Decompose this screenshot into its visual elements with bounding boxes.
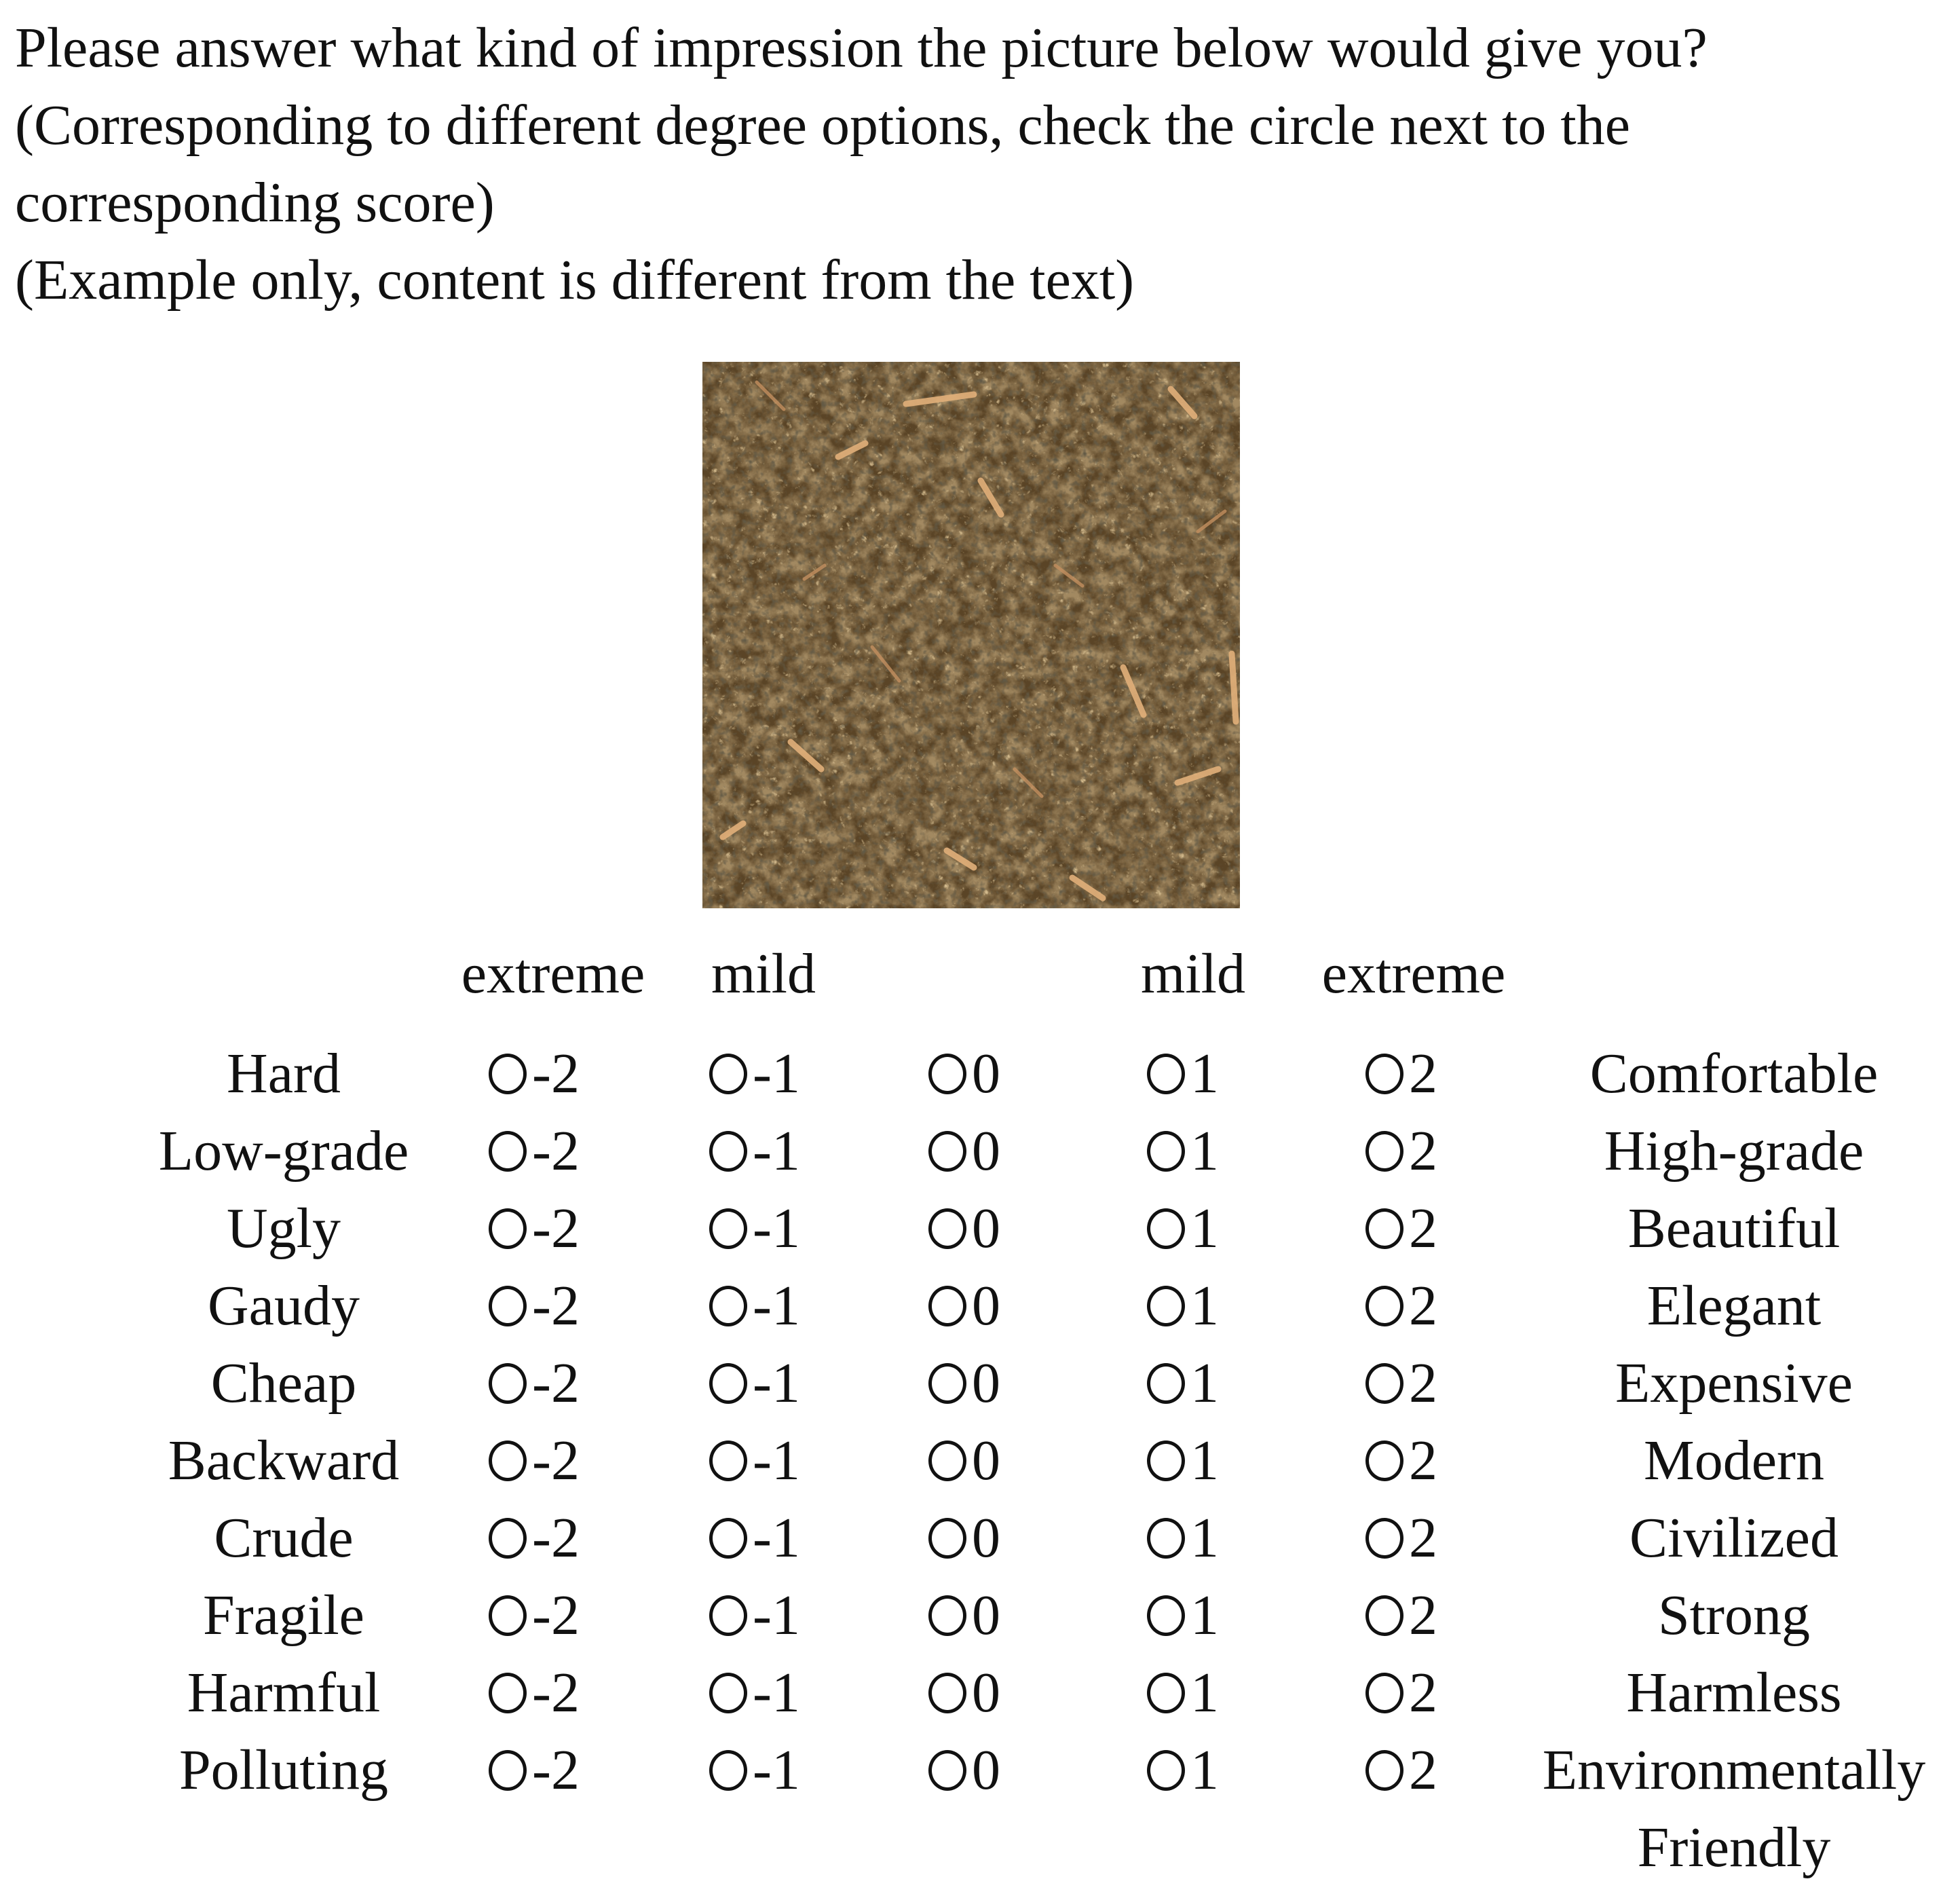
- score-label: -1: [753, 1274, 800, 1337]
- radio-circle[interactable]: [1147, 1054, 1185, 1094]
- score-label: 0: [972, 1352, 1000, 1415]
- radio-circle[interactable]: [928, 1131, 966, 1172]
- row-right-label: Beautiful: [1627, 1197, 1841, 1260]
- radio-circle[interactable]: [1147, 1595, 1185, 1636]
- row-left-label: Polluting: [178, 1739, 389, 1802]
- score-label: 1: [1190, 1584, 1219, 1647]
- row-left-label: Fragile: [203, 1584, 364, 1647]
- radio-option[interactable]: [1365, 1040, 1437, 1108]
- radio-option[interactable]: [1147, 1117, 1219, 1185]
- radio-option[interactable]: [1365, 1272, 1437, 1340]
- score-label: 2: [1409, 1352, 1437, 1415]
- radio-option[interactable]: [709, 1659, 800, 1727]
- radio-option[interactable]: [709, 1504, 800, 1572]
- score-label: -2: [532, 1197, 580, 1260]
- radio-option[interactable]: [928, 1272, 1000, 1340]
- radio-option[interactable]: [709, 1582, 800, 1650]
- score-label: 1: [1190, 1429, 1219, 1492]
- radio-circle[interactable]: [1147, 1208, 1185, 1249]
- radio-circle[interactable]: [489, 1208, 527, 1249]
- score-label: 2: [1409, 1661, 1437, 1724]
- radio-circle[interactable]: [1365, 1131, 1403, 1172]
- score-label: -1: [753, 1661, 800, 1724]
- instruction-line-2: (Corresponding to different degree options, check the circle next to the: [15, 94, 1630, 157]
- score-label: 0: [972, 1042, 1000, 1105]
- radio-option[interactable]: [709, 1272, 800, 1340]
- score-label: -2: [532, 1429, 580, 1492]
- radio-circle[interactable]: [928, 1286, 966, 1326]
- row-left-label: Gaudy: [208, 1274, 360, 1337]
- radio-circle[interactable]: [709, 1286, 747, 1326]
- row-right-label: Civilized: [1629, 1506, 1839, 1569]
- row-right-label: Strong: [1657, 1584, 1811, 1647]
- score-label: 1: [1190, 1119, 1219, 1183]
- score-label: -1: [753, 1042, 800, 1105]
- radio-option[interactable]: [1147, 1659, 1219, 1727]
- score-label: 1: [1190, 1352, 1219, 1415]
- score-label: -2: [532, 1119, 580, 1183]
- radio-option[interactable]: [489, 1736, 580, 1804]
- row-left-label: Backward: [168, 1429, 400, 1492]
- radio-option[interactable]: [1365, 1582, 1437, 1650]
- score-label: 2: [1409, 1274, 1437, 1337]
- row-right-label-line2: Friendly: [1637, 1816, 1831, 1879]
- radio-option[interactable]: [1147, 1427, 1219, 1495]
- radio-circle[interactable]: [1365, 1363, 1403, 1404]
- radio-circle[interactable]: [1365, 1673, 1403, 1713]
- score-label: 2: [1409, 1739, 1437, 1802]
- score-label: -2: [532, 1661, 580, 1724]
- radio-option[interactable]: [928, 1117, 1000, 1185]
- score-label: 2: [1409, 1119, 1437, 1183]
- radio-option[interactable]: [928, 1504, 1000, 1572]
- radio-circle[interactable]: [928, 1363, 966, 1404]
- radio-option[interactable]: [928, 1040, 1000, 1108]
- radio-circle[interactable]: [928, 1518, 966, 1559]
- row-left-label: Low-grade: [158, 1119, 409, 1183]
- score-label: 0: [972, 1119, 1000, 1183]
- radio-option[interactable]: [1147, 1504, 1219, 1572]
- score-label: -2: [532, 1506, 580, 1569]
- score-label: -2: [532, 1042, 580, 1105]
- radio-circle[interactable]: [1147, 1440, 1185, 1481]
- radio-option[interactable]: [928, 1659, 1000, 1727]
- score-label: 1: [1190, 1042, 1219, 1105]
- radio-circle[interactable]: [1365, 1054, 1403, 1094]
- score-label: -1: [753, 1119, 800, 1183]
- row-right-label: Environmentally: [1542, 1739, 1926, 1802]
- radio-option[interactable]: [1147, 1195, 1219, 1263]
- score-label: 0: [972, 1584, 1000, 1647]
- score-label: -1: [753, 1739, 800, 1802]
- instructions: [15, 10, 1956, 319]
- radio-circle[interactable]: [928, 1595, 966, 1636]
- row-left-label: Hard: [227, 1042, 341, 1105]
- radio-circle[interactable]: [1365, 1518, 1403, 1559]
- score-label: -1: [753, 1584, 800, 1647]
- straw-texture-image: [702, 362, 1240, 908]
- radio-option[interactable]: [1147, 1736, 1219, 1804]
- radio-option[interactable]: [1147, 1272, 1219, 1340]
- score-label: 0: [972, 1739, 1000, 1802]
- radio-circle[interactable]: [709, 1440, 747, 1481]
- row-right-label: Harmless: [1626, 1661, 1842, 1724]
- score-label: 1: [1190, 1506, 1219, 1569]
- radio-circle[interactable]: [709, 1750, 747, 1791]
- radio-option[interactable]: [489, 1195, 580, 1263]
- radio-circle[interactable]: [928, 1750, 966, 1791]
- radio-option[interactable]: [1365, 1736, 1437, 1804]
- radio-option[interactable]: [489, 1582, 580, 1650]
- radio-circle[interactable]: [1147, 1750, 1185, 1791]
- radio-circle[interactable]: [709, 1054, 747, 1094]
- score-label: 0: [972, 1506, 1000, 1569]
- radio-option[interactable]: [489, 1040, 580, 1108]
- score-label: 1: [1190, 1739, 1219, 1802]
- row-left-label: Crude: [214, 1506, 354, 1569]
- radio-circle[interactable]: [928, 1673, 966, 1713]
- score-label: 2: [1409, 1197, 1437, 1260]
- instruction-line-1: Please answer what kind of impression the picture below would give you?: [15, 16, 1708, 79]
- radio-option[interactable]: [489, 1659, 580, 1727]
- row-right-label: Modern: [1644, 1429, 1824, 1492]
- score-label: 2: [1409, 1584, 1437, 1647]
- radio-option[interactable]: [928, 1350, 1000, 1417]
- radio-option[interactable]: [1365, 1504, 1437, 1572]
- radio-option[interactable]: [489, 1427, 580, 1495]
- score-label: -2: [532, 1274, 580, 1337]
- score-label: 1: [1190, 1274, 1219, 1337]
- radio-circle[interactable]: [1147, 1286, 1185, 1326]
- score-label: 1: [1190, 1661, 1219, 1724]
- radio-circle[interactable]: [709, 1595, 747, 1636]
- row-right-label: Expensive: [1615, 1352, 1853, 1415]
- score-label: -1: [753, 1197, 800, 1260]
- row-right-label: Comfortable: [1589, 1042, 1879, 1105]
- score-label: -2: [532, 1584, 580, 1647]
- radio-circle[interactable]: [709, 1131, 747, 1172]
- radio-circle[interactable]: [1365, 1286, 1403, 1326]
- radio-option[interactable]: [1147, 1350, 1219, 1417]
- radio-option[interactable]: [928, 1195, 1000, 1263]
- instruction-line-3: corresponding score): [15, 171, 495, 234]
- radio-circle[interactable]: [489, 1518, 527, 1559]
- score-label: 0: [972, 1429, 1000, 1492]
- radio-option[interactable]: [489, 1350, 580, 1417]
- radio-circle[interactable]: [709, 1673, 747, 1713]
- row-right-label: Elegant: [1646, 1274, 1822, 1337]
- radio-circle[interactable]: [928, 1054, 966, 1094]
- row-left-label: Cheap: [210, 1352, 357, 1415]
- radio-circle[interactable]: [928, 1208, 966, 1249]
- score-label: -2: [532, 1352, 580, 1415]
- radio-option[interactable]: [709, 1117, 800, 1185]
- score-label: -2: [532, 1739, 580, 1802]
- radio-option[interactable]: [709, 1195, 800, 1263]
- radio-circle[interactable]: [1365, 1440, 1403, 1481]
- header-neg-mild: mild: [711, 942, 816, 1005]
- radio-option[interactable]: [928, 1427, 1000, 1495]
- radio-option[interactable]: [1365, 1195, 1437, 1263]
- row-left-label: Harmful: [187, 1661, 381, 1724]
- radio-circle[interactable]: [709, 1518, 747, 1559]
- radio-option[interactable]: [1365, 1427, 1437, 1495]
- radio-circle[interactable]: [709, 1363, 747, 1404]
- radio-option[interactable]: [709, 1040, 800, 1108]
- score-label: -1: [753, 1506, 800, 1569]
- score-label: 0: [972, 1197, 1000, 1260]
- score-label: 0: [972, 1274, 1000, 1337]
- radio-circle[interactable]: [1147, 1363, 1185, 1404]
- radio-circle[interactable]: [1365, 1750, 1403, 1791]
- radio-option[interactable]: [1365, 1350, 1437, 1417]
- radio-option[interactable]: [928, 1736, 1000, 1804]
- score-label: 2: [1409, 1506, 1437, 1569]
- header-pos-mild: mild: [1140, 942, 1246, 1005]
- radio-circle[interactable]: [1365, 1208, 1403, 1249]
- radio-option[interactable]: [709, 1350, 800, 1417]
- instruction-line-4: (Example only, content is different from the text): [15, 248, 1135, 312]
- header-pos-extreme: extreme: [1321, 942, 1506, 1005]
- radio-option[interactable]: [1365, 1659, 1437, 1727]
- radio-circle[interactable]: [928, 1440, 966, 1481]
- score-label: 2: [1409, 1429, 1437, 1492]
- radio-circle[interactable]: [489, 1054, 527, 1094]
- radio-option[interactable]: [1147, 1582, 1219, 1650]
- score-label: 0: [972, 1661, 1000, 1724]
- score-label: -1: [753, 1429, 800, 1492]
- radio-option[interactable]: [709, 1427, 800, 1495]
- radio-circle[interactable]: [489, 1440, 527, 1481]
- radio-option[interactable]: [709, 1736, 800, 1804]
- radio-circle[interactable]: [1147, 1673, 1185, 1713]
- score-label: 2: [1409, 1042, 1437, 1105]
- radio-option[interactable]: [489, 1504, 580, 1572]
- radio-option[interactable]: [489, 1117, 580, 1185]
- header-neg-extreme: extreme: [461, 942, 645, 1005]
- row-left-label: Ugly: [227, 1197, 341, 1260]
- radio-circle[interactable]: [489, 1750, 527, 1791]
- radio-circle[interactable]: [489, 1363, 527, 1404]
- radio-option[interactable]: [928, 1582, 1000, 1650]
- radio-option[interactable]: [489, 1272, 580, 1340]
- radio-circle[interactable]: [1147, 1131, 1185, 1172]
- row-right-label: High-grade: [1604, 1119, 1864, 1183]
- radio-circle[interactable]: [709, 1208, 747, 1249]
- radio-option[interactable]: [1147, 1040, 1219, 1108]
- radio-option[interactable]: [1365, 1117, 1437, 1185]
- radio-circle[interactable]: [1365, 1595, 1403, 1636]
- score-label: 1: [1190, 1197, 1219, 1260]
- radio-circle[interactable]: [489, 1286, 527, 1326]
- radio-circle[interactable]: [1147, 1518, 1185, 1559]
- radio-circle[interactable]: [489, 1673, 527, 1713]
- radio-circle[interactable]: [489, 1131, 527, 1172]
- score-label: -1: [753, 1352, 800, 1415]
- radio-circle[interactable]: [489, 1595, 527, 1636]
